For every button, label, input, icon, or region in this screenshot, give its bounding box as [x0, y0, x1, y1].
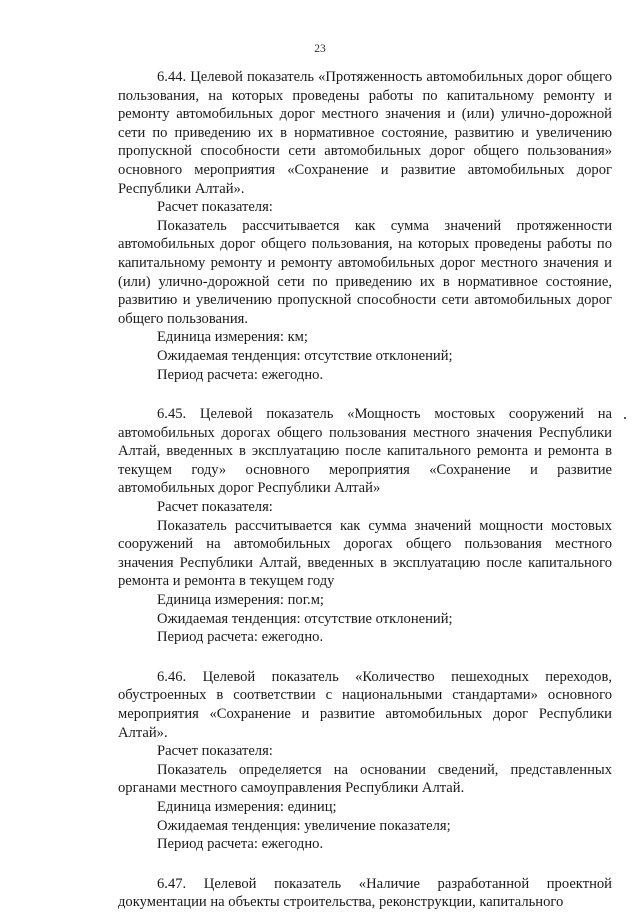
indicator-heading: 6.44. Целевой показатель «Протяженность автомобильных дорог общего пользования, на которых проведены работы по капитальному ремонту и ремонту автомобильных дорог местного значения и (или) улично-дорожной сети по приведению их в нормативное состояние, развитию и увеличению пропускной способности сети автомобильных дорог общего пользования» основного мероприятия «Сохранение и развитие автомобильных дорог Республики Алтай».: [118, 69, 612, 197]
indicator-heading: 6.46. Целевой показатель «Количество пешеходных переходов, обустроенных в соответствии с национальными стандартами» основного мероприятия «Сохранение и развитие автомобильных дорог Республики Алтай».: [118, 668, 612, 741]
calc-period: Период расчета: ежегодно.: [157, 366, 324, 383]
scan-speck: [624, 417, 626, 419]
expected-trend: Ожидаемая тенденция: отсутствие отклонений;: [157, 347, 453, 364]
section-6-46: [118, 668, 612, 854]
calc-label: Расчет показателя:: [157, 199, 273, 216]
unit-of-measure: Единица измерения: единиц;: [157, 798, 337, 815]
calc-period: Период расчета: ежегодно.: [157, 836, 324, 853]
page-number: 23: [314, 43, 326, 55]
calc-description: Показатель рассчитывается как сумма значений мощности мостовых сооружений на автомобильных дорогах общего пользования местного значения Республики Алтай, введенных в эксплуатацию после капитального ремонта и ремонта в текущем году: [118, 517, 612, 590]
unit-of-measure: Единица измерения: пог.м;: [157, 592, 324, 609]
expected-trend: Ожидаемая тенденция: увеличение показателя;: [157, 817, 451, 834]
indicator-heading: 6.45. Целевой показатель «Мощность мостовых сооружений на автомобильных дорогах общего пользования местного значения Республики Алтай, введенных в эксплуатацию после капитального ремонта и ремонта в текущем году» основного мероприятия «Сохранение и развитие автомобильных дорог Республики Алтай»: [118, 406, 612, 497]
calc-period: Период расчета: ежегодно.: [157, 629, 324, 646]
section-6-45: [118, 405, 612, 647]
calc-description: Показатель рассчитывается как сумма значений протяженности автомобильных дорог общего пользования, на которых проведены работы по капитальному ремонту и ремонту автомобильных дорог местного значения и (или) улично-дорожной сети по приведению их в нормативное состояние, развитию и увеличению пропускной способности сети автомобильных дорог общего пользования.: [118, 217, 612, 327]
calc-label: Расчет показателя:: [157, 499, 273, 516]
calc-description: Показатель определяется на основании сведений, представленных органами местного самоуправления Республики Алтай.: [118, 761, 612, 797]
unit-of-measure: Единица измерения: км;: [157, 329, 308, 346]
indicator-heading: 6.47. Целевой показатель «Наличие разработанной проектной документации на объекты строительства, реконструкции, капитального: [118, 875, 612, 911]
calc-label: Расчет показателя:: [157, 743, 273, 760]
section-6-47: [118, 875, 612, 912]
section-6-44: [118, 68, 612, 384]
expected-trend: Ожидаемая тенденция: отсутствие отклонений;: [157, 610, 453, 627]
document-body: [118, 68, 612, 912]
